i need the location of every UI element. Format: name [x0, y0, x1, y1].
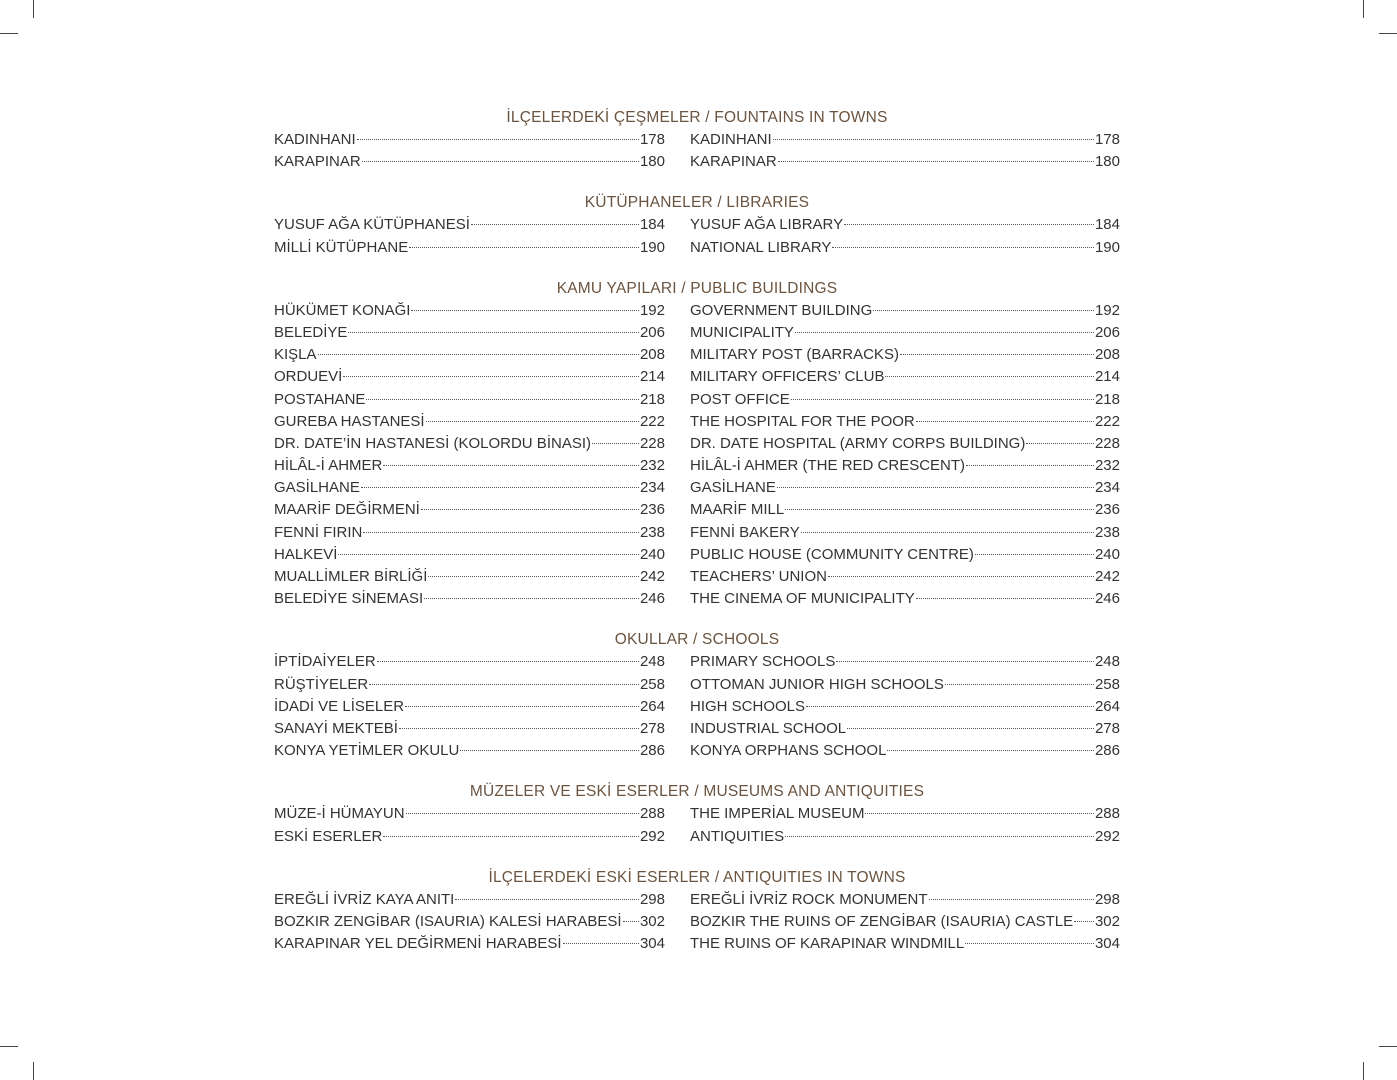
turkish-entry — [274, 344, 665, 366]
english-entry — [690, 696, 1120, 718]
turkish-entry — [274, 433, 665, 455]
dot-leader — [945, 684, 1094, 685]
crop-mark-top-right — [1379, 33, 1397, 34]
entry-label: KADINHANI — [690, 131, 772, 148]
page-number: 190 — [1094, 238, 1120, 256]
page-number: 232 — [639, 457, 665, 475]
entry-label: SANAYİ MEKTEBİ — [274, 719, 398, 737]
dot-leader — [887, 750, 1094, 751]
entry-label: HALKEVİ — [274, 545, 338, 563]
section-title: İLÇELERDEKİ ÇEŞMELER / FOUNTAINS IN TOWNS — [506, 109, 888, 126]
page-number: 206 — [1094, 323, 1120, 341]
toc-row — [274, 803, 1120, 825]
entry-label: İDADİ VE LİSELER — [274, 697, 405, 715]
page-number: 234 — [639, 479, 665, 497]
dot-leader — [785, 836, 1094, 837]
dot-leader — [847, 728, 1094, 729]
page-number: 288 — [1094, 805, 1120, 823]
dot-leader — [844, 224, 1094, 225]
entry-label: POST OFFICE — [690, 390, 790, 408]
dot-leader — [471, 224, 639, 225]
entry-label: DR. DATE’İN HASTANESİ (KOLORDU BİNASI) — [274, 434, 591, 452]
page-number: 264 — [1094, 697, 1120, 715]
english-entry — [690, 366, 1120, 388]
entry-label: GASİLHANE — [274, 479, 360, 497]
turkish-entry — [274, 651, 665, 673]
toc-row — [274, 696, 1120, 718]
toc-row — [274, 718, 1120, 740]
english-entry — [690, 344, 1120, 366]
dot-leader — [1074, 921, 1094, 922]
dot-leader — [916, 598, 1094, 599]
page-number: 214 — [1094, 368, 1120, 386]
english-entry — [690, 544, 1120, 566]
entry-label: MUNICIPALITY — [690, 323, 794, 341]
page-number: 184 — [1094, 216, 1120, 234]
dot-leader — [460, 750, 639, 751]
dot-leader — [405, 706, 639, 707]
page-number: 228 — [639, 434, 665, 452]
toc-row — [274, 129, 1120, 151]
entry-label: İPTİDAİYELER — [274, 653, 376, 671]
dot-leader — [975, 554, 1094, 555]
page-number: 240 — [1094, 545, 1120, 563]
page-number: 192 — [639, 301, 665, 319]
english-entry — [690, 433, 1120, 455]
entry-label: MUALLİMLER BİRLİĞİ — [274, 568, 428, 585]
entry-label: HÜKÜMET KONAĞI — [274, 301, 411, 319]
page-number: 292 — [1094, 827, 1120, 845]
dot-leader — [357, 139, 639, 140]
page-number: 222 — [1094, 412, 1120, 430]
page-number: 178 — [1094, 131, 1120, 148]
entry-label: BELEDİYE SİNEMASI — [274, 590, 424, 608]
entry-label: MAARİF DEĞİRMENİ — [274, 501, 420, 519]
entry-label: HİLÂL-İ AHMER (THE RED CRESCENT) — [690, 457, 966, 475]
entry-label: ORDUEVİ — [274, 368, 343, 386]
toc-row — [274, 933, 1120, 955]
page-number: 302 — [1094, 912, 1120, 930]
entry-label: FENNİ FIRIN — [274, 523, 363, 541]
dot-leader — [363, 532, 639, 533]
turkish-entry — [274, 889, 665, 911]
entry-label: POSTAHANE — [274, 390, 366, 408]
entry-label: KONYA ORPHANS SCHOOL — [690, 742, 887, 760]
toc-row — [274, 433, 1120, 455]
dot-leader — [773, 139, 1094, 140]
dot-leader — [563, 943, 639, 944]
page-number: 222 — [639, 412, 665, 430]
entry-label: BOZKIR THE RUINS OF ZENGİBAR (ISAURIA) CASTLE — [690, 912, 1074, 930]
entry-label: GUREBA HASTANESİ — [274, 412, 425, 430]
entry-label: MILITARY POST (BARRACKS) — [690, 346, 899, 364]
english-entry — [690, 826, 1120, 848]
page-number: 242 — [639, 568, 665, 585]
entry-label: MÜZE-İ HÜMAYUN — [274, 805, 405, 823]
page-number: 248 — [639, 653, 665, 671]
toc-row — [274, 151, 1120, 173]
toc-section — [274, 867, 1120, 956]
dot-leader — [795, 332, 1094, 333]
turkish-entry — [274, 674, 665, 696]
turkish-entry — [274, 151, 665, 173]
dot-leader — [828, 576, 1094, 577]
entry-label: KARAPINAR — [274, 153, 361, 171]
page-number: 304 — [1094, 935, 1120, 953]
page-number: 302 — [639, 912, 665, 930]
page-number: 286 — [639, 742, 665, 760]
crop-mark-top-right — [1363, 0, 1364, 18]
entry-label: EREĞLİ İVRİZ KAYA ANITI — [274, 890, 455, 908]
dot-leader — [362, 161, 639, 162]
dot-leader — [791, 399, 1094, 400]
dot-leader — [832, 247, 1094, 248]
entry-label: PRIMARY SCHOOLS — [690, 653, 836, 671]
crop-mark-bottom-left — [0, 1046, 18, 1047]
dot-leader — [361, 487, 639, 488]
toc-row — [274, 411, 1120, 433]
dot-leader — [369, 684, 639, 685]
toc-row — [274, 522, 1120, 544]
toc-row — [274, 322, 1120, 344]
english-entry — [690, 911, 1120, 933]
entry-label: MAARİF MILL — [690, 501, 785, 519]
toc-row — [274, 214, 1120, 236]
toc-row — [274, 366, 1120, 388]
dot-leader — [966, 465, 1094, 466]
turkish-entry — [274, 322, 665, 344]
crop-mark-top-left — [33, 0, 34, 18]
page-number: 192 — [1094, 301, 1120, 319]
dot-leader — [366, 399, 639, 400]
entry-label: YUSUF AĞA KÜTÜPHANESİ — [274, 216, 470, 234]
turkish-entry — [274, 588, 665, 610]
page-number: 288 — [639, 805, 665, 823]
dot-leader — [865, 813, 1094, 814]
page-number: 242 — [1094, 568, 1120, 585]
english-entry — [690, 455, 1120, 477]
dot-leader — [916, 421, 1094, 422]
turkish-entry — [274, 300, 665, 322]
page-number: 278 — [639, 719, 665, 737]
entry-label: BOZKIR ZENGİBAR (ISAURIA) KALESİ HARABESİ — [274, 912, 622, 930]
entry-label: RÜŞTİYELER — [274, 675, 369, 693]
entry-label: TEACHERS’ UNION — [690, 568, 827, 585]
dot-leader — [338, 554, 639, 555]
english-entry — [690, 933, 1120, 955]
english-entry — [690, 499, 1120, 521]
page-number: 286 — [1094, 742, 1120, 760]
entry-label: GOVERNMENT BUILDING — [690, 301, 873, 319]
page-number: 292 — [639, 827, 665, 845]
toc-section — [274, 278, 1120, 611]
section-title: OKULLAR / SCHOOLS — [614, 631, 780, 649]
section-title: İLÇELERDEKİ ESKİ ESERLER / ANTIQUITIES IN TOWNS — [488, 868, 906, 886]
page-number: 298 — [639, 890, 665, 908]
crop-mark-bottom-right — [1363, 1062, 1364, 1080]
page-number: 190 — [639, 238, 665, 256]
dot-leader — [383, 465, 639, 466]
toc-row — [274, 566, 1120, 588]
page-number: 180 — [1094, 153, 1120, 171]
entry-label: EREĞLİ İVRİZ ROCK MONUMENT — [690, 890, 928, 908]
dot-leader — [406, 813, 639, 814]
dot-leader — [399, 728, 639, 729]
dot-leader — [873, 310, 1094, 311]
english-entry — [690, 718, 1120, 740]
entry-label: ANTIQUITIES — [690, 827, 785, 845]
dot-leader — [806, 706, 1094, 707]
entry-label: BELEDİYE — [274, 323, 348, 341]
page-number: 232 — [1094, 457, 1120, 475]
entry-label: KONYA YETİMLER OKULU — [274, 742, 460, 760]
turkish-entry — [274, 544, 665, 566]
english-entry — [690, 237, 1120, 259]
turkish-entry — [274, 366, 665, 388]
dot-leader — [1026, 443, 1094, 444]
entry-label: KARAPINAR — [690, 153, 777, 171]
page-number: 240 — [639, 545, 665, 563]
english-entry — [690, 588, 1120, 610]
page-number: 236 — [639, 501, 665, 519]
entry-label: THE CINEMA OF MUNICIPALITY — [690, 590, 915, 608]
english-entry — [690, 214, 1120, 236]
page-number: 208 — [639, 346, 665, 364]
entry-label: GASİLHANE — [690, 479, 776, 497]
page-number: 258 — [1094, 675, 1120, 693]
turkish-entry — [274, 455, 665, 477]
entry-label: MILITARY OFFICERS’ CLUB — [690, 368, 885, 386]
dot-leader — [426, 421, 639, 422]
crop-mark-top-left — [0, 33, 18, 34]
turkish-entry — [274, 411, 665, 433]
english-entry — [690, 389, 1120, 411]
dot-leader — [785, 509, 1094, 510]
dot-leader — [885, 376, 1093, 377]
turkish-entry — [274, 718, 665, 740]
toc-section — [274, 107, 1120, 173]
dot-leader — [777, 487, 1094, 488]
toc-row — [274, 344, 1120, 366]
section-title: KAMU YAPILARI / PUBLIC BUILDINGS — [556, 279, 838, 297]
dot-leader — [409, 247, 639, 248]
dot-leader — [623, 921, 639, 922]
page-number: 234 — [1094, 479, 1120, 497]
turkish-entry — [274, 522, 665, 544]
page-number: 264 — [639, 697, 665, 715]
page-number: 178 — [639, 131, 665, 148]
entry-label: THE HOSPITAL FOR THE POOR — [690, 412, 915, 430]
turkish-entry — [274, 214, 665, 236]
entry-label: INDUSTRIAL SCHOOL — [690, 719, 847, 737]
toc-row — [274, 911, 1120, 933]
toc-row — [274, 889, 1120, 911]
entry-label: THE RUINS OF KARAPINAR WINDMILL — [690, 935, 965, 953]
page-number: 218 — [1094, 390, 1120, 408]
entry-label: OTTOMAN JUNIOR HIGH SCHOOLS — [690, 675, 944, 693]
entry-label: YUSUF AĞA LIBRARY — [690, 216, 844, 234]
turkish-entry — [274, 389, 665, 411]
crop-mark-bottom-left — [33, 1062, 34, 1080]
dot-leader — [428, 576, 639, 577]
page-number: 238 — [639, 523, 665, 541]
english-entry — [690, 129, 1120, 151]
turkish-entry — [274, 499, 665, 521]
entry-label: DR. DATE HOSPITAL (ARMY CORPS BUILDING) — [690, 434, 1026, 452]
turkish-entry — [274, 566, 665, 588]
entry-label: THE IMPERİAL MUSEUM — [690, 805, 865, 823]
page-number: 278 — [1094, 719, 1120, 737]
section-title: MÜZELER VE ESKİ ESERLER / MUSEUMS AND ANTIQUITIES — [469, 783, 925, 801]
page-number: 304 — [639, 935, 665, 953]
entry-label: KIŞLA — [274, 346, 317, 364]
page-number: 258 — [639, 675, 665, 693]
toc-section — [274, 629, 1120, 762]
dot-leader — [455, 899, 639, 900]
english-entry — [690, 300, 1120, 322]
entry-label: HİLÂL-İ AHMER — [274, 457, 383, 475]
toc-row — [274, 477, 1120, 499]
turkish-entry — [274, 237, 665, 259]
turkish-entry — [274, 803, 665, 825]
toc-row — [274, 544, 1120, 566]
english-entry — [690, 803, 1120, 825]
entry-label: FENNİ BAKERY — [690, 523, 800, 541]
section-title: KÜTÜPHANELER / LIBRARIES — [584, 194, 810, 212]
dot-leader — [836, 661, 1094, 662]
english-entry — [690, 566, 1120, 588]
page-number: 246 — [639, 590, 665, 608]
toc-row — [274, 300, 1120, 322]
page-number: 238 — [1094, 523, 1120, 541]
toc-row — [274, 740, 1120, 762]
page-number: 248 — [1094, 653, 1120, 671]
english-entry — [690, 674, 1120, 696]
page-number: 218 — [639, 390, 665, 408]
dot-leader — [411, 310, 639, 311]
entry-label: KARAPINAR YEL DEĞİRMENİ HARABESİ — [274, 935, 562, 953]
table-of-contents — [274, 107, 1120, 974]
toc-row — [274, 588, 1120, 610]
entry-label: KADINHANI — [274, 131, 356, 148]
dot-leader — [900, 354, 1094, 355]
english-entry — [690, 522, 1120, 544]
turkish-entry — [274, 129, 665, 151]
turkish-entry — [274, 696, 665, 718]
entry-label: NATIONAL LIBRARY — [690, 238, 832, 256]
turkish-entry — [274, 740, 665, 762]
page-number: 228 — [1094, 434, 1120, 452]
dot-leader — [377, 661, 639, 662]
dot-leader — [778, 161, 1094, 162]
entry-label: HIGH SCHOOLS — [690, 697, 806, 715]
dot-leader — [348, 332, 639, 333]
english-entry — [690, 151, 1120, 173]
dot-leader — [929, 899, 1094, 900]
turkish-entry — [274, 826, 665, 848]
dot-leader — [965, 943, 1094, 944]
toc-row — [274, 674, 1120, 696]
english-entry — [690, 322, 1120, 344]
page-number: 214 — [639, 368, 665, 386]
page-number: 208 — [1094, 346, 1120, 364]
turkish-entry — [274, 933, 665, 955]
entry-label: PUBLIC HOUSE (COMMUNITY CENTRE) — [690, 545, 974, 563]
toc-section — [274, 781, 1120, 847]
toc-row — [274, 651, 1120, 673]
toc-row — [274, 826, 1120, 848]
page-number: 298 — [1094, 890, 1120, 908]
toc-row — [274, 499, 1120, 521]
toc-row — [274, 455, 1120, 477]
page-number: 236 — [1094, 501, 1120, 519]
dot-leader — [424, 598, 639, 599]
dot-leader — [343, 376, 639, 377]
dot-leader — [592, 443, 639, 444]
page-number: 246 — [1094, 590, 1120, 608]
toc-section — [274, 192, 1120, 258]
english-entry — [690, 411, 1120, 433]
english-entry — [690, 740, 1120, 762]
crop-mark-bottom-right — [1379, 1046, 1397, 1047]
page-number: 206 — [639, 323, 665, 341]
dot-leader — [318, 354, 639, 355]
toc-row — [274, 237, 1120, 259]
turkish-entry — [274, 477, 665, 499]
english-entry — [690, 889, 1120, 911]
entry-label: MİLLİ KÜTÜPHANE — [274, 238, 409, 256]
dot-leader — [383, 836, 639, 837]
page-number: 180 — [639, 153, 665, 171]
page-number: 184 — [639, 216, 665, 234]
entry-label: ESKİ ESERLER — [274, 827, 383, 845]
dot-leader — [421, 509, 639, 510]
english-entry — [690, 477, 1120, 499]
turkish-entry — [274, 911, 665, 933]
dot-leader — [801, 532, 1094, 533]
english-entry — [690, 651, 1120, 673]
toc-row — [274, 389, 1120, 411]
